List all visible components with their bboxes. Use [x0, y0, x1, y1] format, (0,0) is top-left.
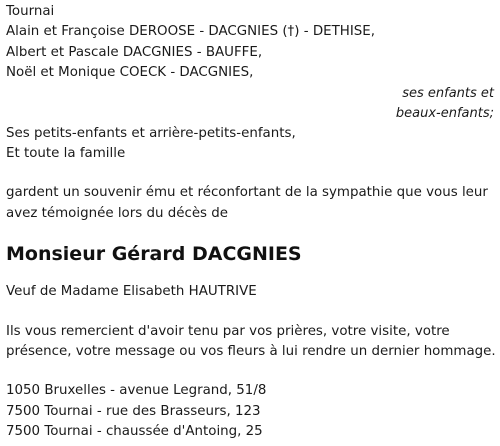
address-line: 7500 Tournai - rue des Brasseurs, 123: [6, 403, 261, 419]
children-note-line-1: ses enfants et: [402, 85, 494, 101]
family-line: Albert et Pascale DACGNIES - BAUFFE,: [6, 44, 263, 60]
family-line: Noël et Monique COECK - DACGNIES,: [6, 65, 254, 81]
deceased-name: Monsieur Gérard DACGNIES: [6, 243, 302, 266]
thanks-text-line: Ils vous remercient d'avoir tenu par vos prières, votre visite, votre: [6, 323, 450, 339]
address-line: 1050 Bruxelles - avenue Legrand, 51/8: [6, 383, 267, 399]
widower-line: Veuf de Madame Elisabeth HAUTRIVE: [6, 284, 257, 300]
address-line: 7500 Tournai - chaussée d'Antoing, 25: [6, 424, 263, 440]
thanks-text-line: présence, votre message ou vos fleurs à lui rendre un dernier hommage.: [6, 344, 496, 360]
memory-text-line: avez témoignée lors du décès de: [6, 205, 229, 221]
whole-family-line: Et toute la famille: [6, 146, 126, 162]
family-line: Alain et Françoise DEROOSE - DACGNIES (†) - DETHISE,: [6, 24, 376, 40]
thank-you-notice: [6, 2, 494, 443]
grandchildren-line: Ses petits-enfants et arrière-petits-enfants,: [6, 125, 296, 141]
memory-text-line: gardent un souvenir ému et réconfortant de la sympathie que vous leur: [6, 185, 488, 201]
city-heading: Tournai: [6, 4, 55, 19]
children-note-line-2: beaux-enfants;: [395, 105, 494, 121]
